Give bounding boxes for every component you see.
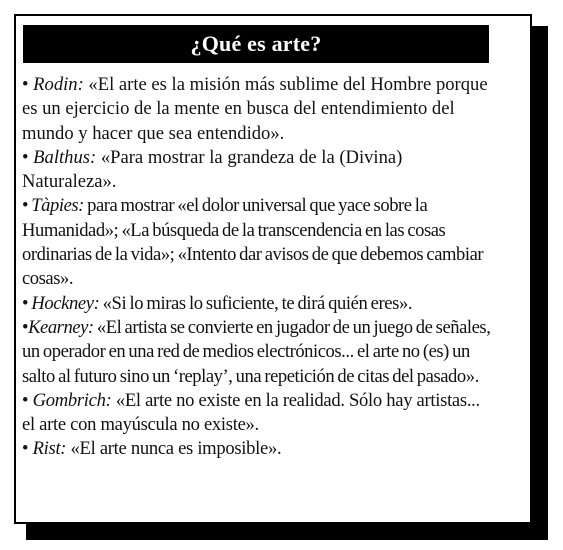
author-name: Rist: <box>32 438 67 460</box>
quote-text: para mostrar «el dolor universal que yace sobre la Humanidad»; «La búsqueda de la transcendencia en las cosas ordinarias de la vida»; «Intento dar avisos de que debemos cambiar cosas». <box>22 195 484 290</box>
author-name: Tàpies: <box>31 195 84 217</box>
quote-entry-kearney <box>22 316 492 389</box>
bullet: • <box>22 195 29 217</box>
bullet: • <box>22 146 29 168</box>
title-bar <box>23 25 489 63</box>
quote-text: «El artista se convierte en jugador de un juego de señales, un operador en una red de medios electrónicos... el arte no (es) un salto al futuro sino un ‘replay’, una repetición de citas del pasado». <box>22 316 491 387</box>
author-name: Rodin: <box>33 74 84 95</box>
quote-text: «El arte nunca es imposible». <box>66 438 282 460</box>
bullet: • <box>22 292 29 314</box>
quote-text: «El arte no existe en la realidad. Sólo hay artistas... el arte con mayúscula no existe». <box>22 389 480 436</box>
quote-entry-hockney <box>22 292 492 316</box>
quote-entry-rist <box>22 437 492 461</box>
quote-entry-balthus <box>22 146 492 195</box>
author-name: Hockney: <box>31 292 100 314</box>
author-name: Gombrich: <box>32 389 112 411</box>
quote-list <box>22 73 492 462</box>
bullet: • <box>22 74 29 95</box>
quote-entry-rodin <box>22 73 492 146</box>
bullet: • <box>22 438 29 460</box>
quote-text: «Si lo miras lo suficiente, te dirá quién eres». <box>99 292 413 314</box>
bullet: • <box>22 389 29 411</box>
author-name: Kearney: <box>28 316 94 338</box>
quote-text: «El arte es la misión más sublime del Hombre porque es un ejercicio de la mente en busca del entendimiento del mundo y hacer que sea entendido». <box>22 74 488 144</box>
quote-entry-tapies <box>22 194 492 291</box>
quote-entry-gombrich <box>22 389 492 438</box>
bullet: • <box>22 316 29 338</box>
author-name: Balthus: <box>33 146 97 168</box>
box-title: ¿Qué es arte? <box>190 31 322 56</box>
quote-text: «Para mostrar la grandeza de la (Divina) Naturaleza». <box>22 146 403 193</box>
